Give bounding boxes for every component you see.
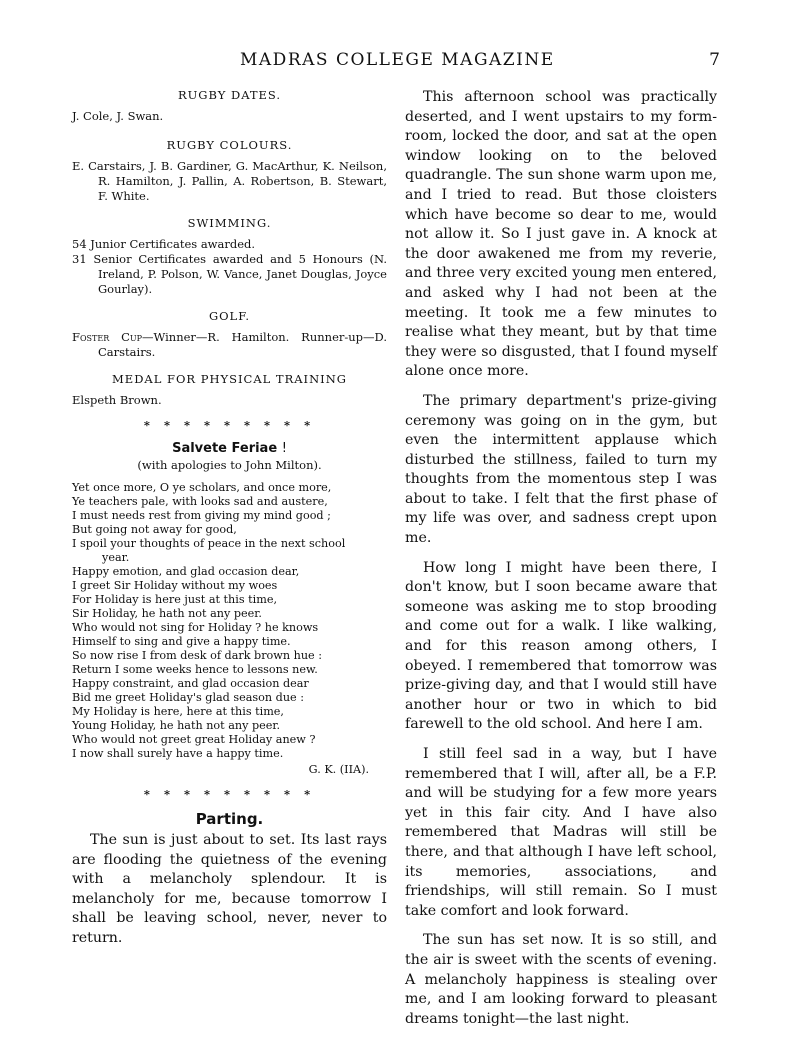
poem-line: year. <box>102 551 130 564</box>
rugby-colours-heading: RUGBY COLOURS. <box>166 138 293 152</box>
rugby-dates-text: J. Cole, J. Swan. <box>72 109 164 123</box>
golf-text <box>72 330 387 360</box>
rugby-dates-heading: RUGBY DATES. <box>177 88 282 102</box>
poem-line: But going not away for good, <box>72 523 237 536</box>
page-number: 7 <box>709 50 720 70</box>
magazine-title: MADRAS COLLEGE MAGAZINE <box>240 50 555 70</box>
swimming-line-2: 31 Senior Certificates awarded and 5 Honours (N. Ireland, P. Polson, W. Vance, Janet Douglas, Joyce Gourlay). <box>72 252 387 296</box>
poem-line: Yet once more, O ye scholars, and once more, <box>72 481 332 494</box>
poem-line: I spoil your thoughts of peace in the next school <box>72 537 346 550</box>
poem-line: Young Holiday, he hath not any peer. <box>72 719 281 732</box>
poem-line: Who would not greet great Holiday anew ? <box>72 733 316 746</box>
poem-line: Himself to sing and give a happy time. <box>72 635 291 648</box>
poem-line: Ye teachers pale, with looks sad and austere, <box>72 495 328 508</box>
poem-line: For Holiday is here just at this time, <box>72 593 277 606</box>
poem-line: My Holiday is here, here at this time, <box>72 705 284 718</box>
poem-title-mark: ! <box>281 441 287 456</box>
poem-line: I now shall surely have a happy time. <box>72 747 284 760</box>
parting-title: Parting. <box>195 810 264 828</box>
poem-title <box>72 441 387 456</box>
poem-line: Return I some weeks hence to lessons new. <box>72 663 318 676</box>
medal-text: Elspeth Brown. <box>72 393 162 407</box>
poem-line: I greet Sir Holiday without my woes <box>72 579 278 592</box>
rugby-colours-text: E. Carstairs, J. B. Gardiner, G. MacArthur, K. Neilson, R. Hamilton, J. Pallin, A. Robertson, B. Stewart, F. White. <box>72 159 387 203</box>
parting-paragraph: This afternoon school was practically deserted, and I went upstairs to my form-room, locked the door, and sat at the open window looking on to the beloved quadrangle. The sun shone warm upon me, and I tried to read. But those cloisters which have become so dear to me, would not allow it. So I just gave in. A knock at the door awakened me from my reverie, and three very excited young men entered, and asked why I had not been at the meeting. It took me a few minutes to realise what they meant, but by that time they were so disgusted, that I found myself alone once more. <box>405 89 717 380</box>
section-divider: * * * * * * * * * <box>143 787 316 801</box>
left-column <box>72 88 387 949</box>
poem-title-text: Salvete Feriae <box>172 441 278 456</box>
medal-heading: MEDAL FOR PHYSICAL TRAINING <box>112 372 347 386</box>
poem-line: Sir Holiday, he hath not any peer. <box>72 607 262 620</box>
poem-line: I must needs rest from giving my mind good ; <box>72 509 331 522</box>
right-column <box>405 88 717 1039</box>
parting-paragraph: How long I might have been there, I don't know, but I soon became aware that someone was asking me to stop brooding and come out for a walk. I like walking, and for this reason among others, I obeyed. I remembered that tomorrow was prize-giving day, and that I would still have another hour or two in which to bid farewell to the old school. And here I am. <box>405 559 717 733</box>
foster-cup: Foster Cup <box>72 330 142 344</box>
golf-heading: GOLF. <box>208 309 251 323</box>
poem-line: Who would not sing for Holiday ? he knows <box>72 621 319 634</box>
poem-line: Happy emotion, and glad occasion dear, <box>72 565 300 578</box>
parting-paragraph: The sun has set now. It is so still, and the air is sweet with the scents of evening. A melancholy happiness is stealing over me, and I am looking forward to pleasant dreams tonight—the last night. <box>405 932 717 1027</box>
page-header <box>70 50 720 74</box>
parting-paragraph: I still feel sad in a way, but I have remembered that I will, after all, be a F.P. and will be studying for a few more years yet in this fair city. And I have also remembered that Madras will still be there, and that although I have left school, its memories, associations, and friendships, will still remain. So I must take comfort and look forward. <box>405 746 717 919</box>
poem-subtitle: (with apologies to John Milton). <box>137 458 322 472</box>
poem-line: Happy constraint, and glad occasion dear <box>72 677 309 690</box>
parting-paragraph: The sun is just about to set. Its last rays are flooding the quietness of the evening with a melancholy splendour. It is melancholy for me, because tomorrow I shall be leaving school, never, never to return. <box>72 832 387 946</box>
poem-line: Bid me greet Holiday's glad season due : <box>72 691 304 704</box>
golf-results: —Winner—R. Hamilton. Runner-up—D. Carstairs. <box>98 330 387 359</box>
poem-line: So now rise I from desk of dark brown hue : <box>72 649 322 662</box>
section-divider: * * * * * * * * * <box>143 418 316 432</box>
poem-signature: G. K. (IIA). <box>308 763 369 776</box>
swimming-heading: SWIMMING. <box>187 216 272 230</box>
swimming-line-1: 54 Junior Certificates awarded. <box>72 237 256 251</box>
parting-paragraph: The primary department's prize-giving ceremony was going on in the gym, but even the intermittent applause which disturbed the stillness, failed to turn my thoughts from the momentous step I was about to take. I felt that the first phase of my life was over, and sadness crept upon me. <box>405 392 717 547</box>
poem-body <box>72 481 387 777</box>
